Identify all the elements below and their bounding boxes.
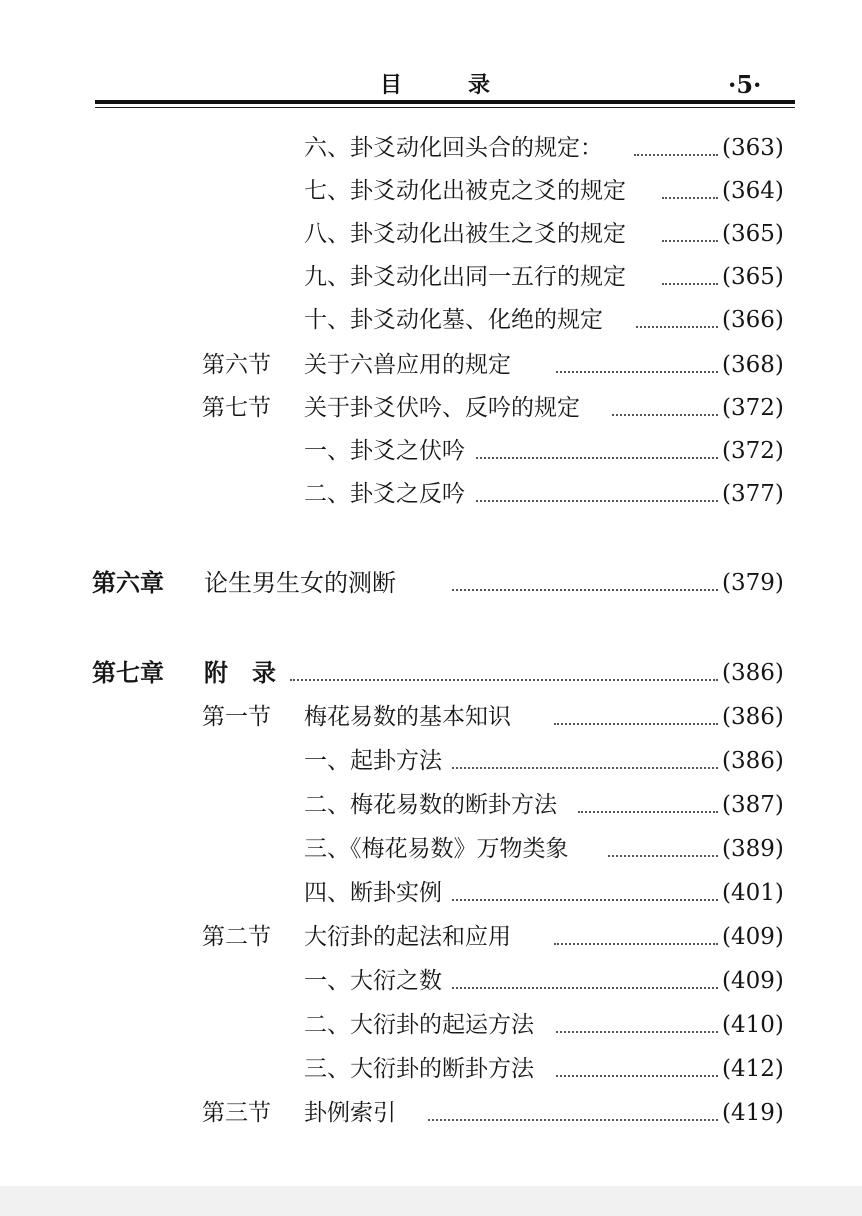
toc-dot-leader [452,899,718,901]
toc-page-number: (401) [722,880,784,906]
header-rule-thin [95,107,795,108]
header-title-right: 录 [467,72,490,98]
toc-entry-label: 第一节 [202,704,271,730]
toc-page-number: (379) [722,570,784,596]
toc-item-row [0,875,862,911]
toc-dot-leader [554,723,718,725]
toc-chapter-row [0,655,862,691]
toc-entry-label: 第七章 [92,658,164,687]
toc-entry-title: 二、卦爻之反吟 [304,481,465,507]
toc-entry-title: 梅花易数的基本知识 [304,704,511,730]
toc-section-row [0,347,862,383]
toc-entry-title: 八、卦爻动化出被生之爻的规定 [304,221,626,247]
toc-dot-leader [556,1075,718,1077]
toc-page-number: (386) [722,660,784,686]
toc-item-row [0,831,862,867]
toc-page-number: (412) [722,1056,784,1082]
toc-page-number: (377) [722,481,784,507]
toc-entry-title: 二、大衍卦的起运方法 [304,1012,534,1038]
toc-entry-title: 六、卦爻动化回头合的规定： [304,135,603,161]
toc-dot-leader [452,987,718,989]
toc-page-number: (372) [722,395,784,421]
toc-chapter-row [0,565,862,601]
toc-dot-leader [476,500,718,502]
toc-item-row [0,433,862,469]
toc-dot-leader [636,326,718,328]
toc-item-row [0,743,862,779]
toc-item-row [0,476,862,512]
toc-item-row [0,259,862,295]
toc-entry-title: 十、卦爻动化墓、化绝的规定 [304,307,603,333]
toc-dot-leader [452,589,718,591]
toc-dot-leader [476,457,718,459]
toc-entry-title: 卦例索引 [304,1100,396,1126]
toc-page-number: (386) [722,704,784,730]
toc-page-number: (410) [722,1012,784,1038]
toc-section-row [0,699,862,735]
toc-item-row [0,173,862,209]
toc-page-number: (409) [722,924,784,950]
toc-entry-title: 大衍卦的起法和应用 [304,924,511,950]
toc-item-row [0,1051,862,1087]
toc-item-row [0,787,862,823]
toc-page-number: (364) [722,178,784,204]
toc-entry-label: 第七节 [202,395,271,421]
toc-dot-leader [662,283,718,285]
toc-entry-label: 第三节 [202,1100,271,1126]
toc-entry-title: 九、卦爻动化出同一五行的规定 [304,264,626,290]
toc-entry-title: 二、梅花易数的断卦方法 [304,792,557,818]
toc-entry-title: 附 录 [204,658,276,687]
toc-dot-leader [556,371,718,373]
toc-page-number: (419) [722,1100,784,1126]
toc-dot-leader [662,197,718,199]
toc-entry-title: 一、大衍之数 [304,968,442,994]
toc-dot-leader [428,1119,718,1121]
toc-item-row [0,1007,862,1043]
toc-entry-title: 三、《梅花易数》万物类象 [304,836,569,862]
toc-item-row [0,963,862,999]
toc-entry-title: 一、起卦方法 [304,748,442,774]
toc-entry-label: 第二节 [202,924,271,950]
toc-dot-leader [662,240,718,242]
toc-page-number: (366) [722,307,784,333]
toc-dot-leader [634,154,718,156]
toc-section-row [0,390,862,426]
toc-entry-title: 七、卦爻动化出被克之爻的规定 [304,178,626,204]
toc-dot-leader [452,767,718,769]
toc-item-row [0,130,862,166]
toc-dot-leader [554,943,718,945]
toc-dot-leader [608,855,718,857]
page-number: ·5· [728,70,762,99]
header-title-left: 目 [380,72,403,98]
toc-page-number: (363) [722,135,784,161]
toc-entry-title: 四、断卦实例 [304,880,442,906]
toc-page-number: (365) [722,264,784,290]
toc-page-number: (409) [722,968,784,994]
toc-entry-title: 关于六兽应用的规定 [304,352,511,378]
toc-entry-label: 第六节 [202,352,271,378]
toc-entry-title: 关于卦爻伏吟、反吟的规定 [304,395,580,421]
toc-page-number: (372) [722,438,784,464]
toc-section-row [0,919,862,955]
toc-page-number: (368) [722,352,784,378]
page-header-title [380,68,490,99]
toc-item-row [0,302,862,338]
scan-bottom-edge [0,1186,862,1216]
toc-entry-title: 三、大衍卦的断卦方法 [304,1056,534,1082]
toc-entry-title: 一、卦爻之伏吟 [304,438,465,464]
toc-dot-leader [290,679,718,681]
toc-page-number: (365) [722,221,784,247]
toc-page-number: (389) [722,836,784,862]
toc-entry-label: 第六章 [92,568,164,597]
toc-page-number: (387) [722,792,784,818]
toc-item-row [0,216,862,252]
toc-entry-title: 论生男生女的测断 [204,569,396,597]
toc-dot-leader [612,414,718,416]
toc-page-number: (386) [722,748,784,774]
toc-section-row [0,1095,862,1131]
toc-dot-leader [578,811,718,813]
header-rule-thick [95,100,795,104]
toc-dot-leader [556,1031,718,1033]
